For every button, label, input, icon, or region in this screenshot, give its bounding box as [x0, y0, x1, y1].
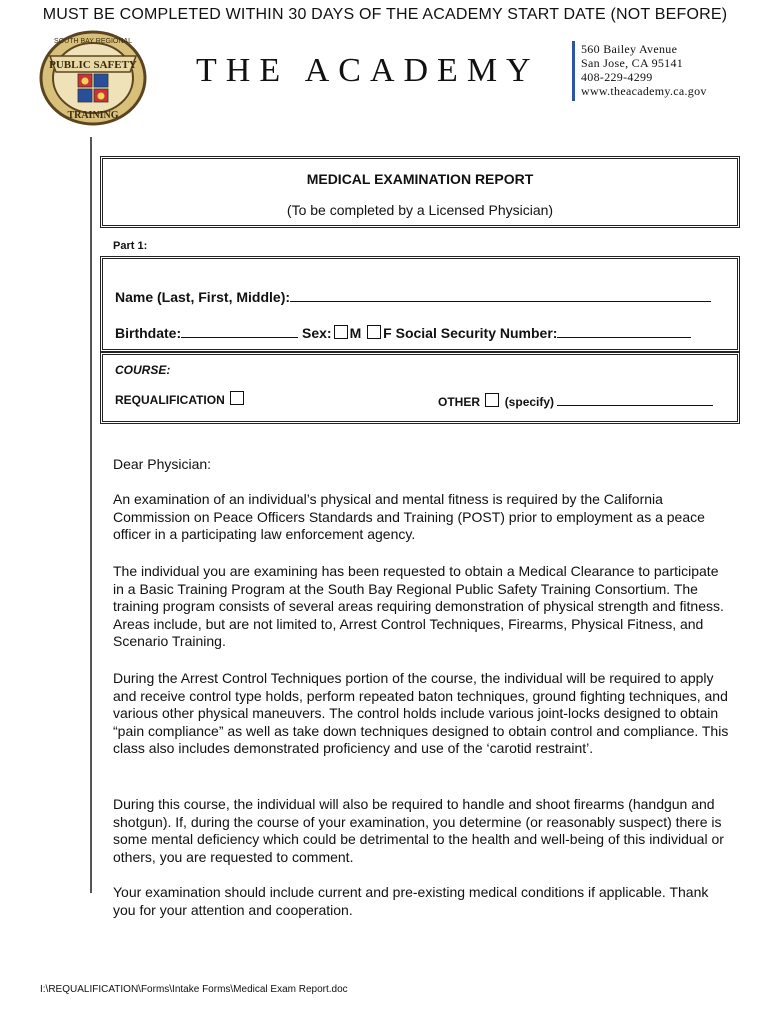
ssn-label: Social Security Number: — [395, 325, 558, 341]
birthdate-label: Birthdate: — [115, 325, 182, 341]
letter-paragraph-1: An examination of an individual’s physical and mental fitness is required by the California Commission on Peace Officers Standards and Training (POST) prior to employment as a peace officer in a participating law enforcement agency. — [113, 491, 705, 543]
ssn-field[interactable] — [557, 323, 691, 338]
form-title-box — [100, 156, 740, 228]
academy-seal-logo — [38, 26, 148, 126]
birth-sex-ssn-row — [115, 323, 691, 341]
sex-female-label: F — [383, 325, 392, 341]
birthdate-field[interactable] — [181, 323, 298, 338]
academy-title: THE ACADEMY — [196, 52, 540, 89]
form-title: MEDICAL EXAMINATION REPORT — [306, 171, 534, 187]
letter-paragraph-2: The individual you are examining has been requested to obtain a Medical Clearance to participate in a Basic Training Program at the South Bay Regional Public Safety Training Consortium. The training program consists of several areas requiring demonstration of physical strength and fitness. Areas include, but are not limited to, Arrest Control Techniques, Firearms, Physical Fitness, and Scenario Training. — [113, 563, 724, 650]
letter-paragraph-5: Your examination should include current and pre-existing medical conditions if applicable. Thank you for your attention and cooperation. — [113, 884, 709, 918]
personal-info-box — [100, 256, 740, 352]
address-divider — [572, 41, 575, 101]
sex-female-checkbox[interactable] — [367, 325, 381, 339]
salutation: Dear Physician: — [113, 456, 212, 472]
other-checkbox[interactable] — [485, 393, 499, 407]
address-line-city: San Jose, CA 95141 — [581, 56, 684, 70]
course-box — [100, 352, 740, 424]
name-label: Name (Last, First, Middle): — [115, 289, 291, 305]
academy-address — [581, 42, 707, 98]
requalification-checkbox[interactable] — [230, 391, 244, 405]
name-field[interactable] — [290, 287, 711, 302]
document-file-path: I:\REQUALIFICATION\Forms\Intake Forms\Medical Exam Report.doc — [40, 984, 348, 995]
sex-male-checkbox[interactable] — [334, 325, 348, 339]
sex-label: Sex: — [302, 325, 332, 341]
svg-text:PUBLIC SAFETY: PUBLIC SAFETY — [49, 59, 137, 71]
sex-male-label: M — [349, 325, 362, 341]
course-label: COURSE: — [115, 363, 171, 377]
form-subtitle: (To be completed by a Licensed Physician) — [286, 202, 554, 218]
left-margin-rule — [90, 137, 92, 893]
address-line-phone: 408-229-4299 — [581, 70, 653, 84]
specify-label: (specify) — [504, 395, 555, 409]
address-line-website[interactable]: www.theacademy.ca.gov — [581, 84, 707, 98]
letter-paragraph-3: During the Arrest Control Techniques portion of the course, the individual will be required to apply and receive control type holds, perform repeated baton techniques, ground fighting techniques, and various other physical maneuvers. The control holds include various joint-locks designed to obtain “pain compliance” as well as take down techniques designed to obtain control and compliance. This class also includes demonstrated proficiency and use of the ‘carotid restraint’. — [113, 670, 729, 757]
letter-paragraph-4: During this course, the individual will also be required to handle and shoot firearms (handgun and shotgun). If, during the course of your examination, you determine (or reasonably suspect) there is some mental deficiency which could be detrimental to the health and well-being of this individual or others, you are requested to comment. — [113, 796, 724, 865]
requalification-label: REQUALIFICATION — [115, 393, 225, 407]
svg-text:SOUTH BAY REGIONAL: SOUTH BAY REGIONAL — [54, 38, 132, 45]
address-line-street: 560 Bailey Avenue — [581, 42, 678, 56]
other-option — [438, 391, 713, 409]
other-specify-field[interactable] — [557, 391, 713, 406]
part-label: Part 1: — [113, 240, 148, 252]
requalification-option — [115, 391, 246, 407]
completion-deadline-banner: MUST BE COMPLETED WITHIN 30 DAYS OF THE ACADEMY START DATE (NOT BEFORE) — [42, 6, 728, 23]
name-row — [115, 287, 711, 305]
other-label: OTHER — [438, 395, 480, 409]
svg-text:TRAINING: TRAINING — [67, 110, 119, 121]
